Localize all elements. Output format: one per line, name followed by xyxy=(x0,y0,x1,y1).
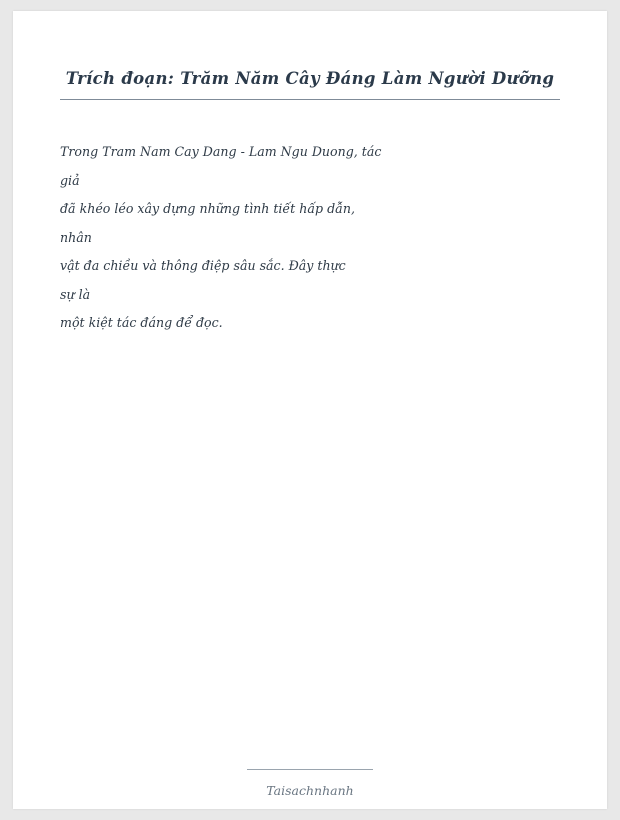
footer-divider xyxy=(247,769,373,770)
body-line: một kiệt tác đáng để đọc. xyxy=(60,315,223,330)
body-line: đã khéo léo xây dựng những tình tiết hấp dẫn, xyxy=(60,201,356,216)
document-page xyxy=(13,11,607,809)
footer-attribution: Taisachnhanh xyxy=(266,783,354,798)
body-line: Trong Tram Nam Cay Dang - Lam Ngu Duong, tác xyxy=(60,144,382,159)
title-divider xyxy=(60,99,560,100)
body-line: sự là xyxy=(60,286,91,302)
body-line: vật đa chiều và thông điệp sâu sắc. Đây thực xyxy=(60,258,346,273)
document-body xyxy=(60,138,520,338)
page-title: Trích đoạn: Trăm Năm Cây Đáng Làm Người Dưỡng xyxy=(65,69,555,88)
document-content xyxy=(13,11,607,809)
body-line: giả xyxy=(60,172,80,188)
body-line: nhân xyxy=(60,229,92,245)
